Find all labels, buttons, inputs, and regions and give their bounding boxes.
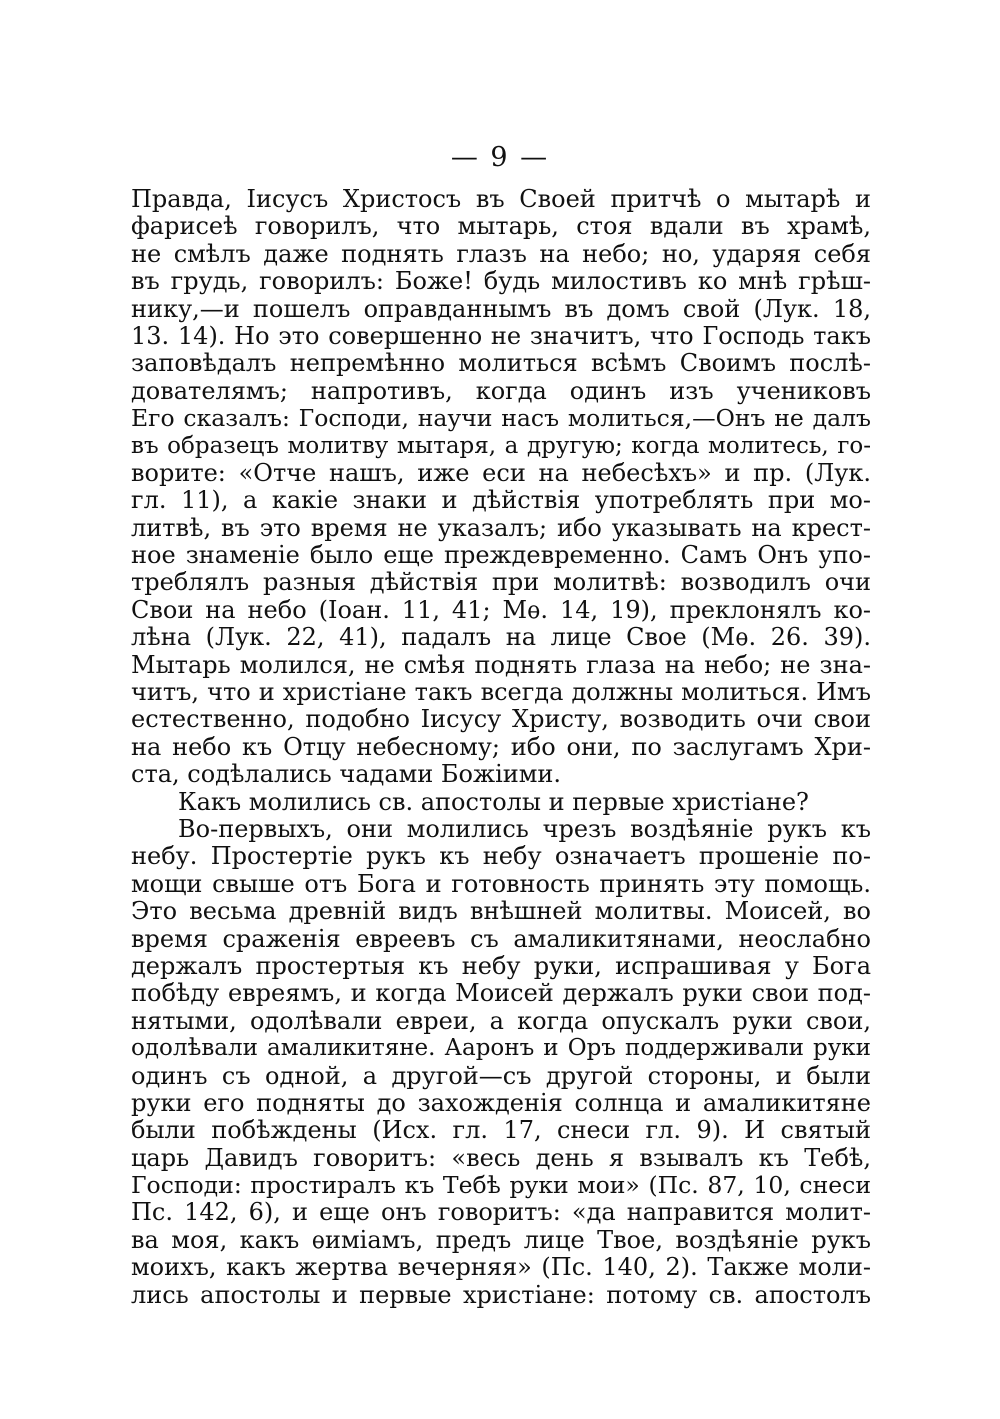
text-line: ворите: «Отче нашъ, иже еси на небесѣхъ» и пр. (Лук. bbox=[131, 458, 871, 487]
text-line: Во-первыхъ, они молились чрезъ воздѣяніе рукъ къ bbox=[178, 814, 871, 843]
section-question bbox=[131, 789, 871, 816]
text-line: время сраженія евреевъ съ амаликитянами, неослабно bbox=[131, 924, 871, 953]
text-line: въ образецъ молитву мытаря, а другую; когда молитесь, го- bbox=[131, 432, 871, 459]
text-line: царь Давидъ говоритъ: «весь день я взывалъ къ Тебѣ, bbox=[131, 1143, 871, 1172]
page-number: — 9 — bbox=[450, 142, 550, 173]
text-line: Пс. 142, 6), и еще онъ говоритъ: «да направится молит- bbox=[131, 1198, 871, 1227]
paragraph bbox=[131, 186, 871, 789]
text-line: литвѣ, въ это время не указалъ; ибо указывать на крест- bbox=[131, 513, 871, 542]
text-line: Правда, Іисусъ Христосъ въ Своей притчѣ о мытарѣ и bbox=[131, 185, 871, 213]
body-text bbox=[131, 186, 871, 1309]
text-line: фарисеѣ говорилъ, что мытарь, стоя вдали въ храмѣ, bbox=[131, 212, 871, 241]
text-line: лись апостолы и первые христіане: потому св. апостолъ bbox=[131, 1280, 871, 1309]
text-line: нику,—и пошелъ оправданнымъ въ домъ свой (Лук. 18, bbox=[131, 294, 871, 323]
text-line: Господи: простиралъ къ Тебѣ руки мои» (Пс. 87, 10, снеси bbox=[131, 1171, 871, 1200]
text-line: въ грудь, говорилъ: Боже! будь милостивъ ко мнѣ грѣш- bbox=[131, 267, 871, 296]
text-line: побѣду евреямъ, и когда Моисей держалъ руки свои под- bbox=[131, 979, 871, 1008]
text-line: естественно, подобно Іисусу Христу, возводить очи свои bbox=[131, 705, 871, 734]
text-line: одолѣвали амаликитяне. Ааронъ и Оръ поддерживали руки bbox=[131, 1035, 871, 1062]
text-line: 13. 14). Но это совершенно не значитъ, что Господь такъ bbox=[131, 321, 871, 350]
text-line: гл. 11), а какіе знаки и дѣйствія употреблять при мо- bbox=[131, 486, 871, 515]
text-line: небу. Простертіе рукъ къ небу означаетъ прошеніе по- bbox=[131, 842, 871, 871]
text-line: Свои на небо (Іоан. 11, 41; Мѳ. 14, 19), преклонялъ ко- bbox=[131, 595, 871, 624]
question-line: Какъ молились св. апостолы и первые христіане? bbox=[178, 787, 809, 816]
text-line: дователямъ; напротивъ, когда одинъ изъ учениковъ bbox=[131, 376, 871, 405]
text-line: нятыми, одолѣвали евреи, а когда опускалъ руки свои, bbox=[131, 1006, 871, 1035]
text-line: на небо къ Отцу небесному; ибо они, по заслугамъ Хри- bbox=[131, 732, 871, 761]
text-line: держалъ простертыя къ небу руки, испрашивая у Бога bbox=[131, 951, 871, 980]
text-line: не смѣлъ даже поднять глазъ на небо; но, ударяя себя bbox=[131, 239, 871, 268]
text-line: лѣна (Лук. 22, 41), падалъ на лице Свое (Мѳ. 26. 39). bbox=[131, 623, 871, 652]
text-line: мощи свыше отъ Бога и готовность принять эту помощь. bbox=[131, 869, 871, 898]
text-line: ное знаменіе было еще преждевременно. Самъ Онъ упо- bbox=[131, 541, 871, 570]
text-line: треблялъ разныя дѣйствія при молитвѣ: возводилъ очи bbox=[131, 568, 871, 597]
text-line: моихъ, какъ жертва вечерняя» (Пс. 140, 2). Также моли- bbox=[131, 1253, 871, 1282]
text-line: Это весьма древній видъ внѣшней молитвы. Моисей, во bbox=[131, 897, 871, 926]
text-line: ва моя, какъ ѳиміамъ, предъ лице Твое, воздѣяніе рукъ bbox=[131, 1225, 871, 1254]
text-line: Мытарь молился, не смѣя поднять глаза на небо; не зна- bbox=[131, 650, 871, 679]
text-line: заповѣдалъ непремѣнно молиться всѣмъ Своимъ послѣ- bbox=[131, 349, 871, 378]
text-line: Его сказалъ: Господи, научи насъ молиться,—Онъ не далъ bbox=[131, 404, 871, 433]
text-line: были побѣждены (Исх. гл. 17, снеси гл. 9). И святый bbox=[131, 1116, 871, 1145]
text-line: читъ, что и христіане такъ всегда должны молиться. Имъ bbox=[131, 678, 871, 707]
text-line: ста, содѣлались чадами Божіими. bbox=[131, 760, 562, 789]
text-line: одинъ съ одной, а другой—съ другой стороны, и были bbox=[131, 1061, 871, 1090]
text-line: руки его подняты до захожденія солнца и амаликитяне bbox=[131, 1088, 871, 1117]
paragraph bbox=[131, 816, 871, 1309]
